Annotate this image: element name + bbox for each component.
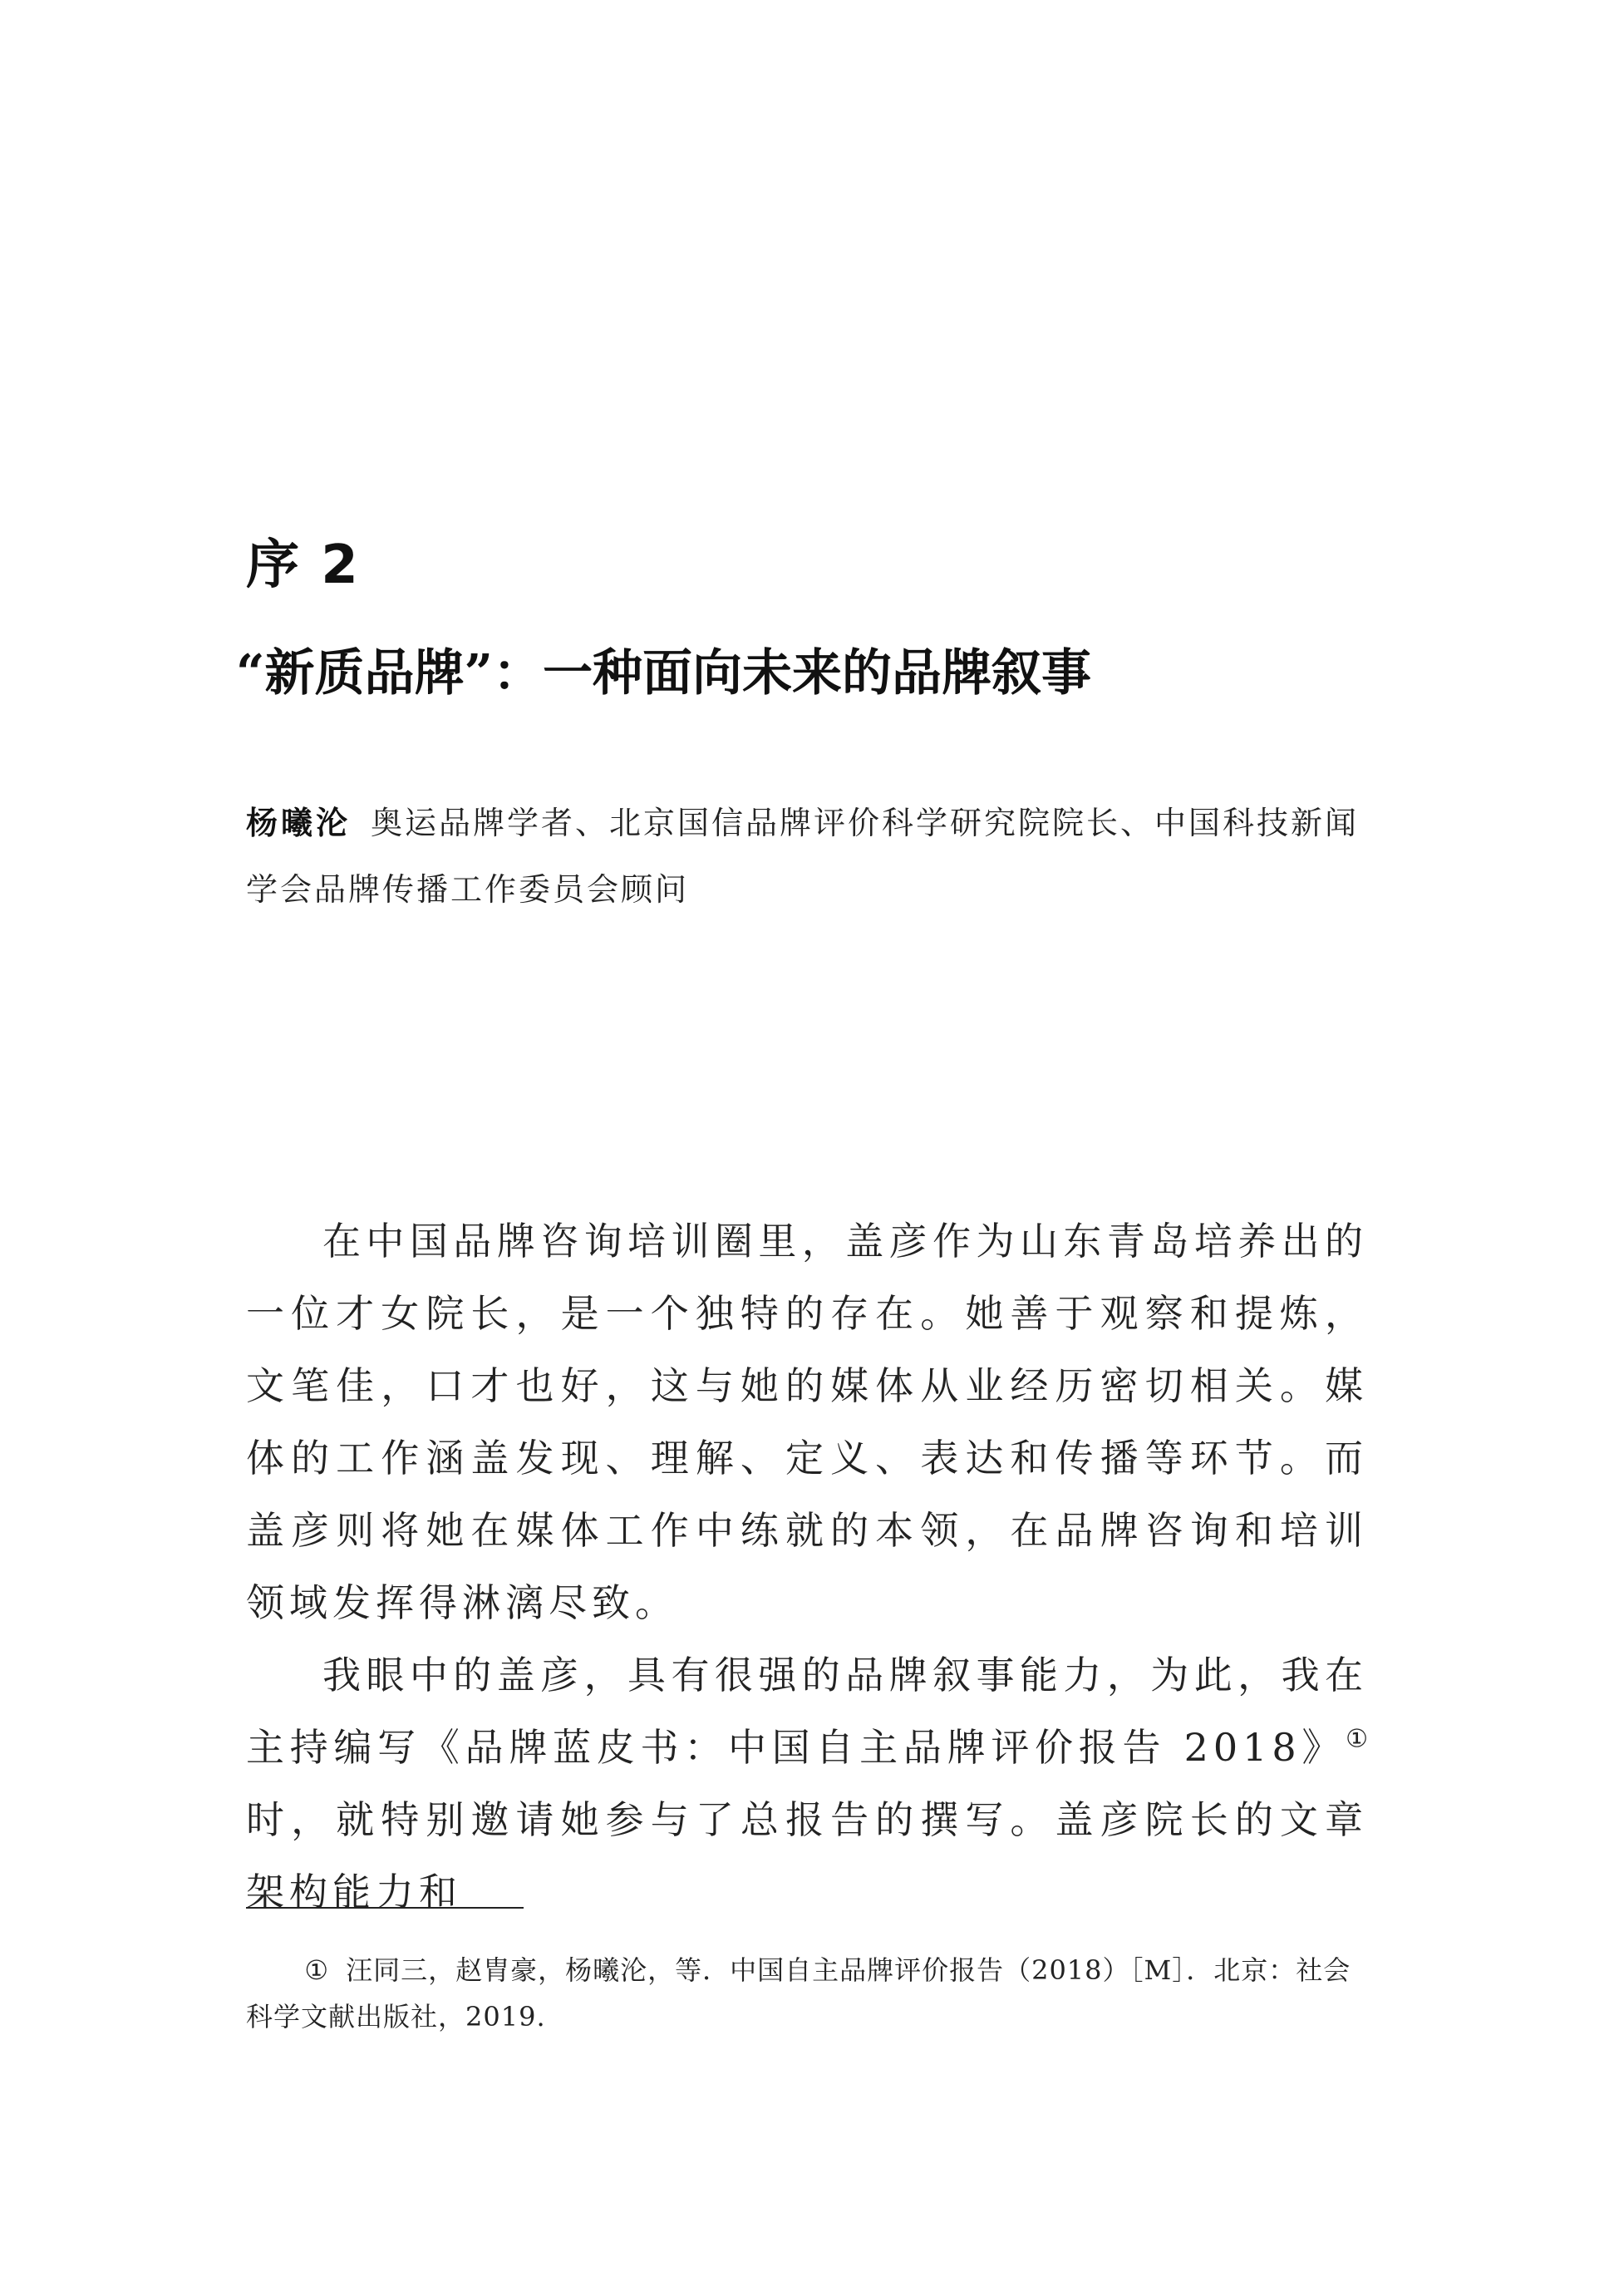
body-paragraph-2-text-a: 我眼中的盖彦，具有很强的品牌叙事能力，为此，我在主持编写《品牌蓝皮书：中国自主品牌评价报告 2018》 [246, 1653, 1368, 1770]
body-paragraph-2 [246, 1639, 1368, 1929]
footnote-marker: ① [304, 1954, 330, 1986]
body-paragraph-1: 在中国品牌咨询培训圈里，盖彦作为山东青岛培养出的一位才女院长，是一个独特的存在。她善于观察和提炼，文笔佳，口才也好，这与她的媒体从业经历密切相关。媒体的工作涵盖发现、理解、定义、表达和传播等环节。而盖彦则将她在媒体工作中练就的本领，在品牌咨询和培训领域发挥得淋漓尽致。 [246, 1219, 1368, 1625]
body-paragraph-2-text-b: 时，就特别邀请她参与了总报告的撰写。盖彦院长的文章架构能力和 [246, 1797, 1368, 1914]
footnote-reference[interactable]: ① [1346, 1724, 1368, 1754]
footnote [246, 1947, 1368, 2040]
author-name: 杨曦沦 [246, 805, 352, 841]
chapter-label: 序 2 [246, 535, 360, 596]
footnote-text: 汪同三，赵胄豪，杨曦沦，等．中国自主品牌评价报告（2018）［M］．北京：社会科学文献出版社，2019. [246, 1954, 1351, 2032]
footnote-divider [246, 1907, 524, 1909]
chapter-title: “新质品牌”：一种面向未来的品牌叙事 [236, 644, 1092, 702]
author-description: 奥运品牌学者、北京国信品牌评价科学研究院院长、中国科技新闻学会品牌传播工作委员会顾问 [246, 805, 1360, 908]
author-byline [246, 790, 1368, 923]
body-text [246, 1205, 1368, 1929]
